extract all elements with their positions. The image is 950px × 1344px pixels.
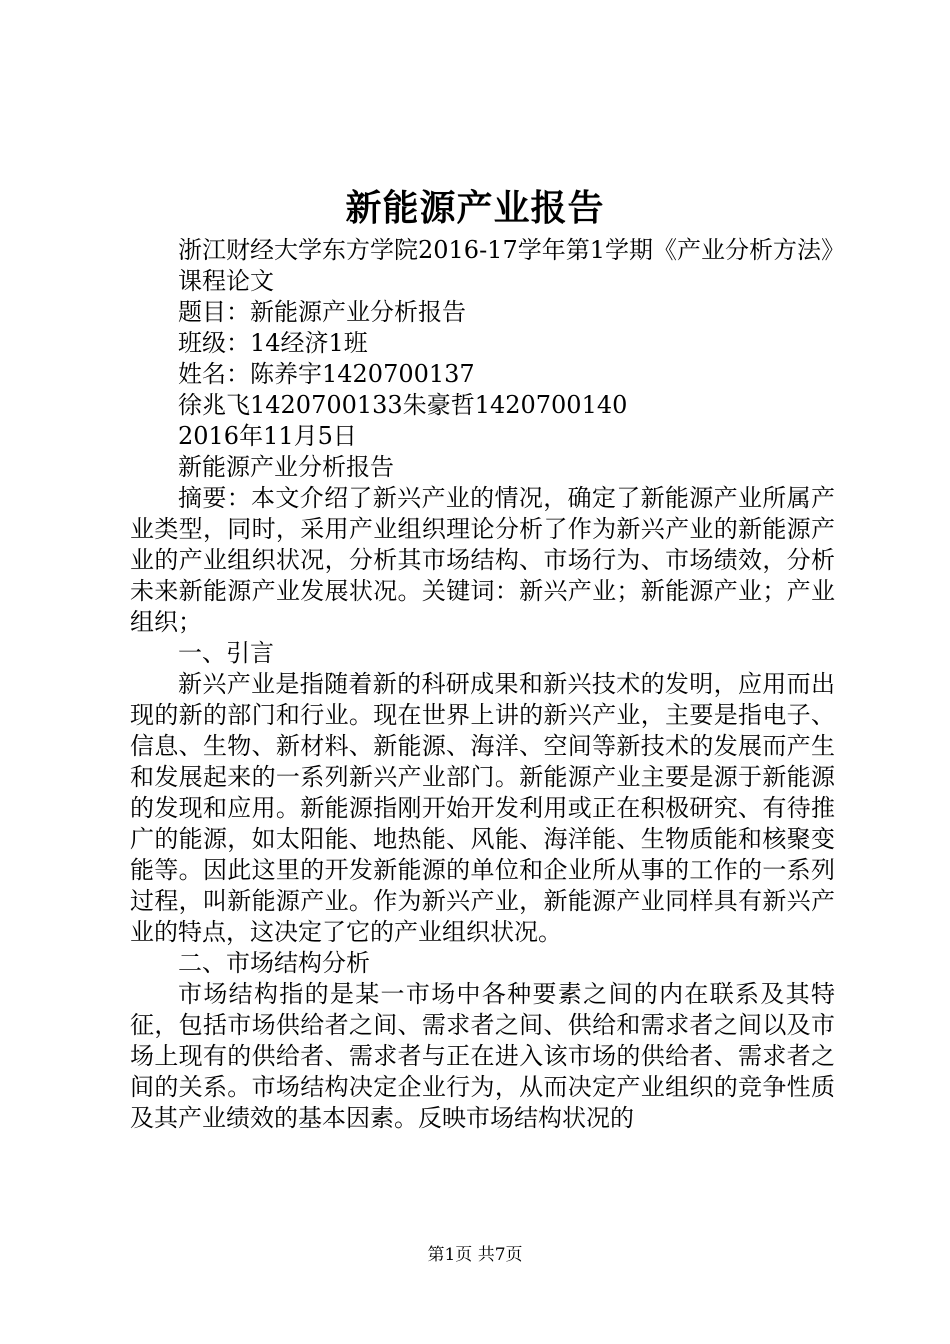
introduction-paragraph: 新兴产业是指随着新的科研成果和新兴技术的发明，应用而出现的新的部门和行业。现在世界上讲的新兴产业，主要是指电子、信息、生物、新材料、新能源、海洋、空间等新技术的发展而产生和发展起来的一系列新兴产业部门。新能源产业主要是源于新能源的发现和应用。新能源指刚开始开发利用或正在积极研究、有待推广的能源，如太阳能、地热能、风能、海洋能、生物质能和核聚变能等。因此这里的开发新能源的单位和企业所从事的工作的一系列过程，叫新能源产业。作为新兴产业，新能源产业同样具有新兴产业的特点，这决定了它的产业组织状况。: [130, 670, 835, 946]
document-title: 新能源产业报告: [345, 187, 605, 229]
report-subtitle: 新能源产业分析报告: [178, 453, 394, 481]
page-number-footer: 第1页 共7页: [427, 1245, 523, 1265]
document-body: [130, 235, 845, 1134]
topic-line: 题目：新能源产业分析报告: [178, 298, 466, 326]
names-line: 姓名：陈养宇1420700137: [178, 360, 475, 388]
header-line: 浙江财经大学东方学院2016-17学年第1学期《产业分析方法》: [178, 236, 845, 264]
names-line-continued: 徐兆飞1420700133朱豪哲1420700140: [178, 391, 628, 419]
abstract-paragraph: 摘要：本文介绍了新兴产业的情况，确定了新能源产业所属产业类型，同时，采用产业组织理论分析了作为新兴产业的新能源产业的产业组织状况，分析其市场结构、市场行为、市场绩效，分析未来新能源产业发展状况。关键词：新兴产业；新能源产业；产业组织；: [130, 484, 835, 636]
section-heading-introduction: 一、引言: [178, 639, 274, 667]
paper-type: 课程论文: [178, 267, 274, 295]
date-line: 2016年11月5日: [178, 422, 357, 450]
section-heading-market-structure: 二、市场结构分析: [178, 949, 370, 977]
class-line: 班级：14经济1班: [178, 329, 368, 357]
market-structure-paragraph: 市场结构指的是某一市场中各种要素之间的内在联系及其特征，包括市场供给者之间、需求者之间、供给和需求者之间以及市场上现有的供给者、需求者与正在进入该市场的供给者、需求者之间的关系。市场结构决定企业行为，从而决定产业组织的竞争性质及其产业绩效的基本因素。反映市场结构状况的: [130, 980, 835, 1132]
